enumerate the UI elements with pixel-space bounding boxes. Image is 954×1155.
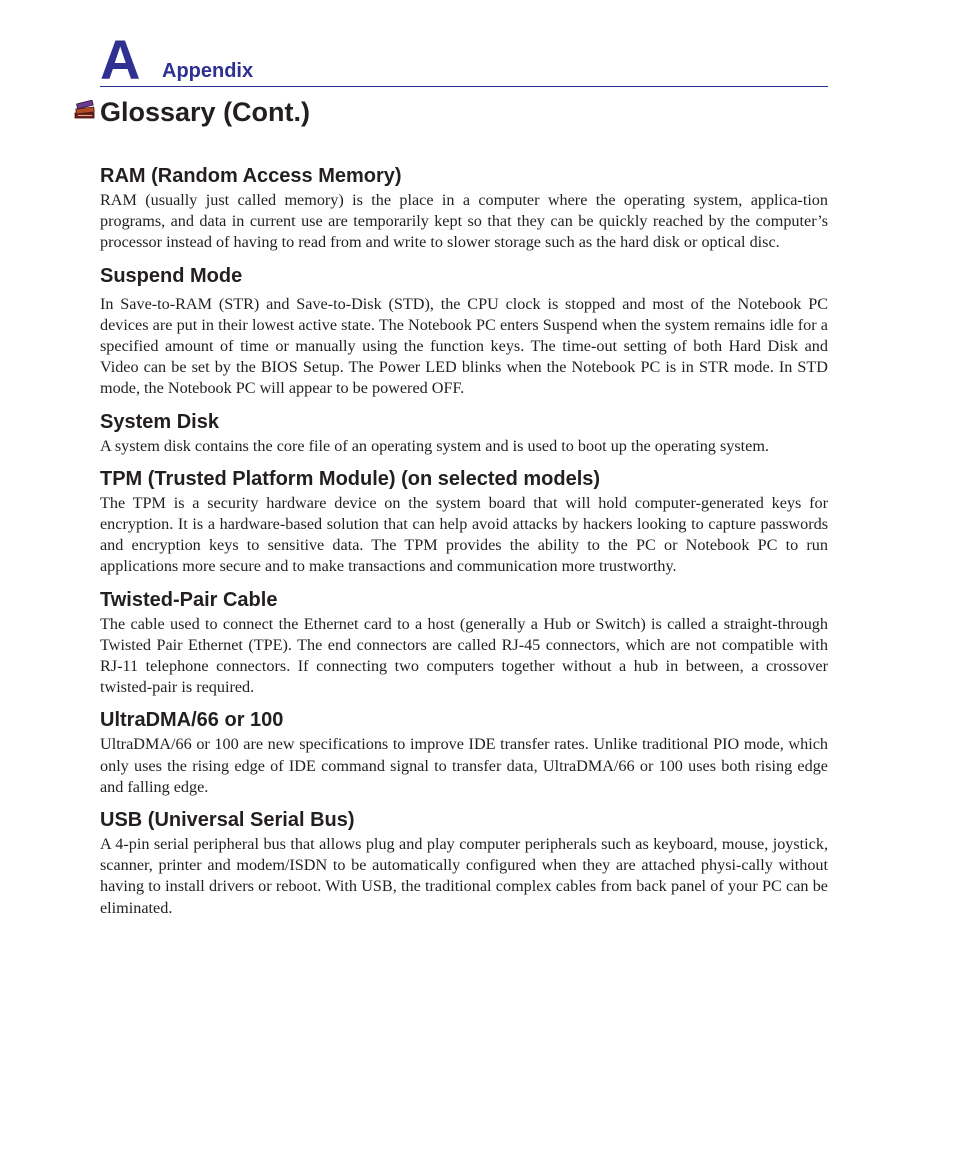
- glossary-entry-ultradma: [100, 706, 828, 798]
- glossary-term: UltraDMA/66 or 100: [100, 709, 284, 732]
- glossary-entry-ram: [100, 162, 828, 254]
- page-title: Glossary (Cont.): [100, 97, 311, 127]
- glossary-entry-twisted-pair: [100, 586, 828, 699]
- glossary-entry-usb: [100, 806, 828, 919]
- glossary-entry-suspend-mode: [100, 262, 828, 400]
- chapter-letter: A: [100, 28, 140, 91]
- glossary-entry-tpm: [100, 465, 828, 578]
- glossary-term: RAM (Random Access Memory): [100, 165, 402, 187]
- glossary-definition: In Save-to-RAM (STR) and Save-to-Disk (STD), the CPU clock is stopped and most of the Notebook PC devices are put in their lowest active state. The Notebook PC enters Suspend when the system remains idle for a specified amount of time or manually using the function keys. The time-out setting of both Hard Disk and Video can be set by the BIOS Setup. The Power LED blinks when the Notebook PC is in STR mode. In STD mode, the Notebook PC will appear to be powered OFF.: [100, 294, 828, 398]
- chapter-name: Appendix: [162, 60, 254, 82]
- glossary-content: [100, 162, 828, 919]
- glossary-term: Twisted-Pair Cable: [100, 588, 278, 611]
- glossary-definition: RAM (usually just called memory) is the place in a computer where the operating system, applica-tion programs, and data in current use are temporarily kept so that they can be quickly reached by the computer’s processor instead of having to read from and write to slower storage such as the hard disk or optical disc.: [100, 191, 828, 252]
- glossary-definition: A 4-pin serial peripheral bus that allows plug and play computer peripherals such as keyboard, mouse, joystick, scanner, printer and modem/ISDN to be automatically configured when they are attached physi-cally without having to install drivers or reboot. With USB, the traditional complex cables from back panel of your PC can be eliminated.: [100, 835, 828, 917]
- glossary-term: USB (Universal Serial Bus): [100, 809, 355, 832]
- glossary-definition: The TPM is a security hardware device on the system board that will hold computer-generated keys for encryption. It is a hardware-based solution that can help avoid attacks by hackers looking to capture passwords and encryption keys to sensitive data. The TPM provides the ability to the PC or Notebook PC to run applications more secure and to make transactions and communication more trustworthy.: [100, 493, 828, 576]
- books-icon: [74, 100, 96, 120]
- glossary-term: TPM (Trusted Platform Module) (on selected models): [100, 467, 601, 490]
- chapter-header: [100, 28, 828, 91]
- glossary-term: System Disk: [100, 410, 219, 433]
- glossary-entry-system-disk: [100, 408, 828, 457]
- glossary-term: Suspend Mode: [100, 264, 243, 287]
- glossary-definition: The cable used to connect the Ethernet card to a host (generally a Hub or Switch) is called a straight-through Twisted Pair Ethernet (TPE). The end connectors are called RJ-45 connectors, which are not compatible with RJ-11 telephone connectors. If connecting two computers together without a hub in between, a crossover twisted-pair is required.: [100, 614, 828, 697]
- glossary-definition: A system disk contains the core file of an operating system and is used to boot up the operating system.: [100, 436, 769, 455]
- glossary-definition: UltraDMA/66 or 100 are new specifications to improve IDE transfer rates. Unlike traditional PIO mode, which only uses the rising edge of IDE command signal to transfer data, UltraDMA/66 or 100 uses both rising edge and falling edge.: [100, 735, 828, 796]
